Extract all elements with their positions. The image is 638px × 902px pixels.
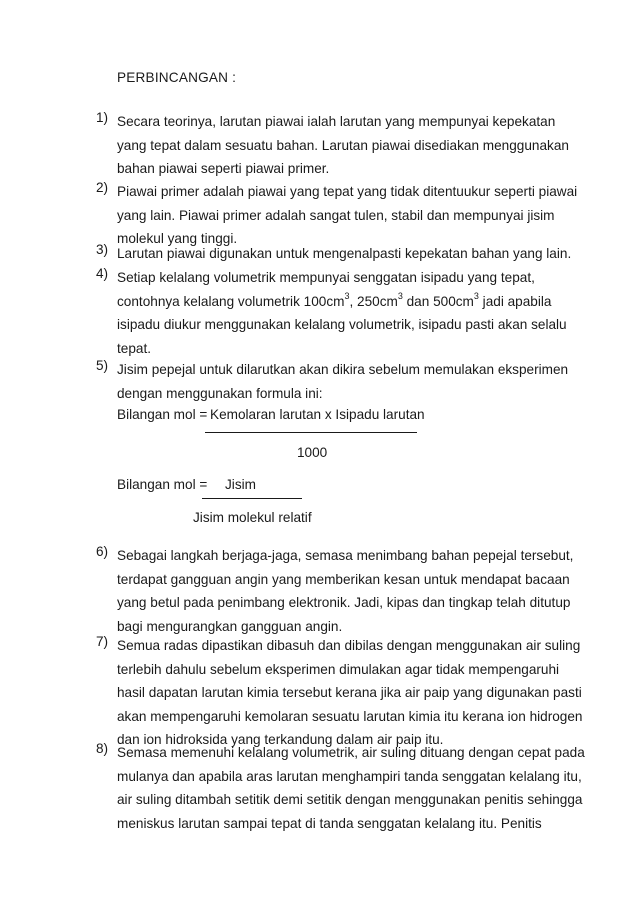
- item-number: 6): [96, 544, 109, 559]
- item-number: 3): [96, 242, 109, 257]
- formula-numerator: Jisim: [225, 477, 256, 492]
- formula-lhs: Bilangan mol =: [117, 477, 208, 492]
- text-line: terdapat gangguan angin yang memberikan kesan untuk mendapat bacaan: [117, 571, 570, 587]
- item-text: [117, 242, 572, 266]
- text-line: Jisim pepejal untuk dilarutkan akan dikira sebelum memulakan eksperimen: [117, 362, 569, 377]
- text-segment: dan 500cm: [402, 293, 474, 309]
- item-number: 7): [96, 634, 109, 649]
- item-text: [117, 634, 583, 752]
- text-line: yang lain. Piawai primer adalah sangat tulen, stabil dan mempunyai jisim: [117, 207, 555, 223]
- text-segment: jadi apabila: [478, 293, 552, 309]
- item-number: 8): [96, 741, 109, 756]
- text-line: Semua radas dipastikan dibasuh dan dibilas dengan menggunakan air suling: [117, 638, 581, 653]
- text-line: [117, 290, 569, 314]
- item-text: [117, 358, 569, 405]
- text-line: Sebagai langkah berjaga-jaga, semasa menimbang bahan pepejal tersebut,: [117, 548, 574, 563]
- formula-lhs: Bilangan mol =: [117, 407, 208, 422]
- superscript: 3: [344, 291, 350, 302]
- text-line: bahan piawai seperti piawai primer.: [117, 161, 330, 177]
- text-line: dan ion hidroksida yang terkandung dalam air paip itu.: [117, 732, 444, 748]
- text-line: isipadu diukur menggunakan kelalang volumetrik, isipadu pasti akan selalu: [117, 317, 567, 333]
- item-text: [117, 110, 569, 181]
- item-text: [117, 266, 569, 360]
- item-text: [117, 180, 578, 251]
- text-line: yang tepat dalam sesuatu bahan. Larutan piawai disediakan menggunakan: [117, 137, 569, 153]
- formula-denominator: Jisim molekul relatif: [193, 510, 312, 525]
- item-number: 4): [96, 266, 109, 281]
- item-text: [117, 544, 574, 638]
- text-line: molekul yang tinggi.: [117, 231, 238, 247]
- text-segment: contohnya kelalang volumetrik 100cm: [117, 293, 345, 309]
- fraction-line: [202, 498, 302, 499]
- text-line: bagi mengurangkan gangguan angin.: [117, 618, 343, 634]
- item-number: 2): [96, 180, 109, 195]
- text-line: meniskus larutan sampai tepat di tanda senggatan kelalang itu. Penitis: [117, 815, 542, 831]
- text-line: Semasa memenuhi kelalang volumetrik, air suling dituang dengan cepat pada: [117, 745, 585, 760]
- formula-denominator: 1000: [297, 445, 328, 460]
- superscript: 3: [473, 291, 479, 302]
- text-line: tepat.: [117, 340, 152, 356]
- text-line: Larutan piawai digunakan untuk mengenalpasti kepekatan bahan yang lain.: [117, 246, 572, 261]
- item-number: 1): [96, 110, 109, 125]
- item-text: [117, 741, 585, 835]
- text-line: Setiap kelalang volumetrik mempunyai senggatan isipadu yang tepat,: [117, 270, 535, 285]
- text-line: yang betul pada penimbang elektronik. Jadi, kipas dan tingkap telah ditutup: [117, 595, 571, 611]
- text-line: Secara teorinya, larutan piawai ialah larutan yang mempunyai kepekatan: [117, 114, 556, 129]
- formula-numerator: Kemolaran larutan x Isipadu larutan: [210, 407, 425, 422]
- text-segment: , 250cm: [349, 293, 398, 309]
- text-line: akan mempengaruhi kemolaran sesuatu larutan kimia itu kerana ion hidrogen: [117, 708, 583, 724]
- item-number: 5): [96, 358, 109, 373]
- text-line: mulanya dan apabila aras larutan menghampiri tanda senggatan kelalang itu,: [117, 768, 582, 784]
- section-heading: PERBINCANGAN :: [117, 70, 237, 85]
- superscript: 3: [397, 291, 403, 302]
- text-line: Piawai primer adalah piawai yang tepat yang tidak ditentuukur seperti piawai: [117, 184, 578, 199]
- text-line: air suling ditambah setitik demi setitik dengan menggunakan penitis sehingga: [117, 792, 583, 808]
- text-line: terlebih dahulu sebelum eksperimen dimulakan agar tidak mempengaruhi: [117, 661, 560, 677]
- fraction-line: [205, 432, 417, 433]
- text-line: dengan menggunakan formula ini:: [117, 385, 323, 401]
- text-line: hasil dapatan larutan kimia tersebut kerana jika air paip yang digunakan pasti: [117, 685, 582, 701]
